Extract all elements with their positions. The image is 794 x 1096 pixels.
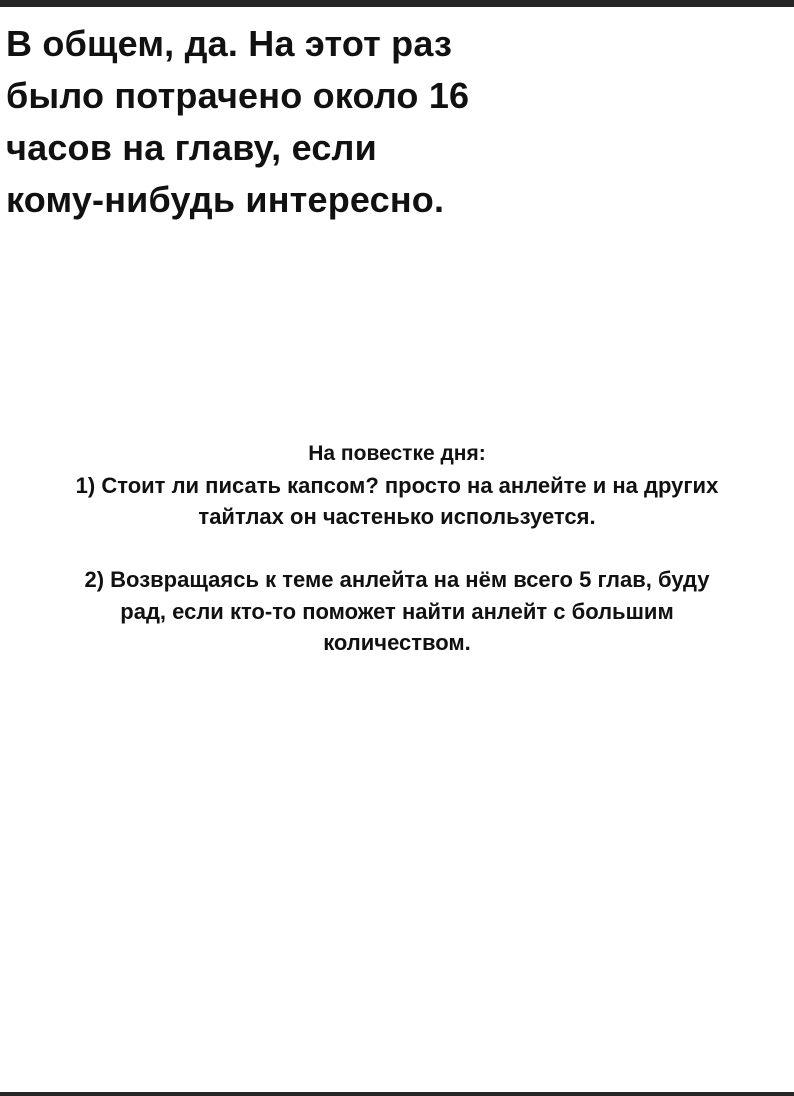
main-note xyxy=(6,18,566,226)
main-note-line: часов на главу, если xyxy=(6,127,377,168)
agenda-item-1 xyxy=(0,470,794,533)
agenda-item-line: тайтлах он частенько используется. xyxy=(198,504,596,529)
agenda-title: На повестке дня: xyxy=(308,442,486,465)
main-note-line: В общем, да. На этот раз xyxy=(6,23,453,64)
bottom-border xyxy=(0,1092,794,1096)
agenda-block xyxy=(0,438,794,659)
agenda-item-line: 1) Стоит ли писать капсом? просто на анлейте и на других xyxy=(75,472,719,498)
main-note-line: было потрачено около 16 xyxy=(6,75,470,116)
agenda-item-2 xyxy=(0,564,794,659)
agenda-spacer xyxy=(0,533,794,565)
agenda-item-line: рад, если кто-то поможет найти анлейт с большим xyxy=(120,598,674,624)
top-border xyxy=(0,0,794,7)
agenda-item-line: 2) Возвращаясь к теме анлейта на нём всего 5 глав, буду xyxy=(84,567,710,592)
main-note-line: кому-нибудь интересно. xyxy=(6,179,445,220)
agenda-item-line: количеством. xyxy=(323,630,471,655)
